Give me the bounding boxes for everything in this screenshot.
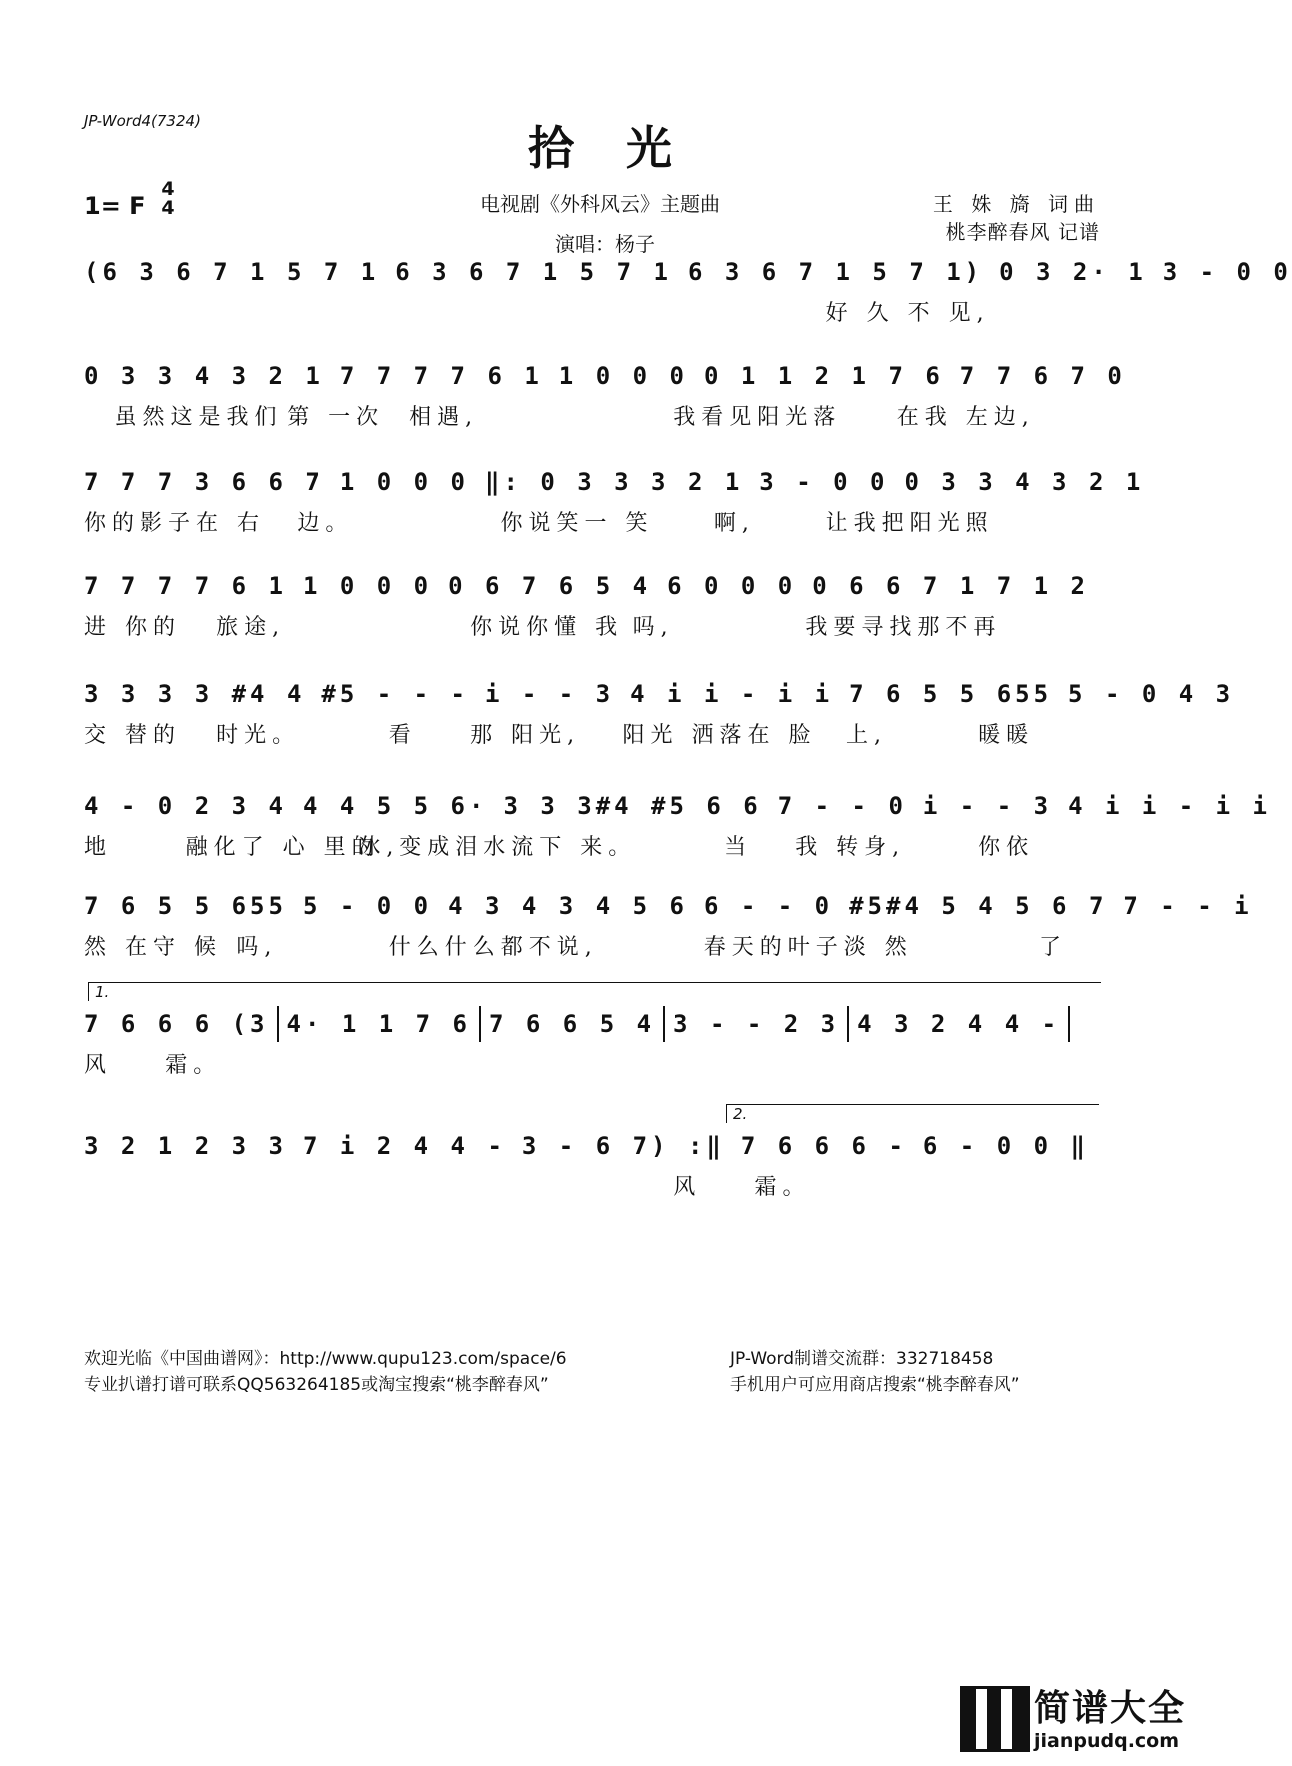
notes-line: [84, 356, 1126, 396]
lyrics-line: [84, 296, 1100, 332]
lyric-text: 你说你懂 我: [470, 615, 624, 640]
measure: (6 3 6 7 1 5 7 1: [84, 258, 380, 286]
measure: 7 6 6 6 (3: [84, 1010, 269, 1038]
measure: 5 - 0 4 3: [1068, 680, 1235, 708]
staff-row: [84, 786, 1272, 886]
lyric-text: 当: [724, 835, 753, 860]
measure: 1 0 0 0: [558, 362, 688, 390]
measure: 7 7 6 7 0: [959, 362, 1126, 390]
lyric-text: 融化了 心 里的: [185, 835, 380, 860]
lyric-text: 在我 左边,: [896, 405, 1035, 430]
footer-left: [84, 1346, 567, 1398]
notes-line: [84, 674, 1235, 714]
measure: 4 3 2 4 4 -: [857, 1010, 1061, 1038]
measure: 0 6 7 6 5 4: [448, 572, 652, 600]
measure: 4 - 0 2 3 4: [84, 792, 287, 820]
lyric-text: 边。: [297, 511, 354, 536]
barline: [1068, 1006, 1070, 1042]
measure: #5 - - -: [321, 680, 469, 708]
lyric-text: 暖暖: [978, 723, 1035, 748]
measure: 7 - - 0: [777, 792, 907, 820]
measure: 6 - - 0: [703, 892, 834, 920]
measure: 5 - 0 0: [302, 892, 433, 920]
lyrics-line: [84, 506, 1100, 542]
notes-line: [84, 566, 1100, 606]
measure: 4 3 4 3 4 5 6: [448, 892, 688, 920]
lyrics-line: [84, 610, 1100, 646]
measure: 3 - 0 0: [759, 468, 889, 496]
measure: 4 i i - i i: [1068, 792, 1272, 820]
lyric-text: 时光。: [216, 723, 301, 748]
lyric-text: 然 在守 候: [84, 935, 222, 960]
lyric-text: 什么什么都不说,: [388, 935, 598, 960]
staff-row: [84, 674, 1235, 774]
measure: 3 3 3 3 #4 4: [84, 680, 306, 708]
first-ending-label: 1.: [95, 983, 110, 1001]
lyric-text: 相遇,: [409, 405, 479, 430]
lyric-text: 那 阳光,: [470, 723, 581, 748]
lyrics-line: [84, 1170, 1100, 1206]
lyric-text: 虽然这是我们: [114, 405, 283, 430]
subtitle: 电视剧《外科风云》主题曲: [480, 192, 720, 216]
measure: 7 7 7 3 6 6 7: [84, 468, 324, 496]
staff-row: [84, 462, 1145, 562]
measure: 7 6 5 5 655: [849, 680, 1053, 708]
notes-line: [84, 1126, 1100, 1166]
lyric-text: 你的影子在 右: [84, 511, 265, 536]
staff-row: [84, 252, 1292, 352]
lyrics-line: [84, 830, 1100, 866]
staff-row: [84, 886, 1253, 986]
first-ending: [88, 982, 1101, 1001]
logo-name: 简谱大全: [1034, 1688, 1187, 1729]
lyric-text: 让我把阳光照: [825, 511, 994, 536]
measure: 7 6 5 5 655: [84, 892, 287, 920]
measure: 3 2 1 2 3 3: [84, 1132, 287, 1160]
lyric-text: 了: [1039, 935, 1068, 960]
measure: 7 6 6 5 4: [489, 1010, 656, 1038]
measure: 4· 1 1 7 6: [286, 1010, 471, 1038]
measure: 7 6 6 6 -: [740, 1132, 907, 1160]
lyric-text: 看: [388, 723, 417, 748]
measure: 1 0 0 0: [302, 572, 433, 600]
measure: 6 - 0 0 ‖: [922, 1132, 1089, 1160]
site-logo: [960, 1680, 1187, 1760]
transcriber-credit: 桃李醉春风 记谱: [945, 220, 1100, 244]
staff-row: [84, 1004, 1100, 1104]
lyric-text: 我要寻找那不再: [805, 615, 1002, 640]
lyric-text: 上,: [846, 723, 887, 748]
barline: [479, 1006, 481, 1042]
lyric-text: 进 你的: [84, 615, 181, 640]
lyric-text: 霜。: [754, 1175, 811, 1200]
measure: 0 3 2· 1: [999, 258, 1147, 286]
lyric-text: 我 转身,: [795, 835, 906, 860]
lyric-text: 好 久 不 见,: [825, 301, 990, 326]
measure: 0 3 3 4 3 2 1: [84, 362, 324, 390]
lyric-text: 你说笑一 笑: [500, 511, 654, 536]
logo-url: jianpudq.com: [1034, 1730, 1180, 1752]
lyric-text: 阳光 洒落在 脸: [622, 723, 817, 748]
measure: #5#4 5 4 5 6 7: [849, 892, 1108, 920]
key-signature: 1= F: [84, 192, 146, 220]
lyric-text: 我看见阳光落: [673, 405, 842, 430]
measure: 7 - - i: [1123, 892, 1253, 920]
staff-row: [84, 1126, 1100, 1226]
footer-right: [730, 1346, 1020, 1398]
measure: 6 3 6 7 1 5 7 1: [395, 258, 672, 286]
lyric-text: 吗,: [632, 615, 674, 640]
song-title: 拾光: [528, 121, 724, 175]
notes-line: [84, 1004, 1100, 1044]
barline: [277, 1006, 279, 1042]
second-ending-label: 2.: [733, 1105, 748, 1123]
lyric-text: 交 替的: [84, 723, 181, 748]
measure: 6 3 6 7 1 5 7 1): [687, 258, 984, 286]
footer-group-line: JP-Word制谱交流群：332718458: [730, 1349, 994, 1369]
lyric-text: 第 一次: [287, 405, 385, 430]
measure: 7 i 2 4 4 -: [302, 1132, 506, 1160]
measure: 3 - 6 7) :‖: [521, 1132, 725, 1160]
lyric-text: 冰,变成泪水流下 来。: [358, 835, 637, 860]
measure: 1 0 0 0: [339, 468, 469, 496]
measure: 7 7 7 7 6 1: [84, 572, 287, 600]
time-signature-bottom: 4: [161, 197, 175, 219]
lyric-text: 风: [673, 1175, 702, 1200]
lyric-text: 你依: [978, 835, 1035, 860]
staff-row: [84, 566, 1100, 666]
lyric-text: 吗,: [236, 935, 278, 960]
footer-website-line: 欢迎光临《中国曲谱网》：http://www.qupu123.com/space/6: [84, 1349, 567, 1369]
footer-app-line: 手机用户可应用商店搜索“桃李醉春风”: [730, 1375, 1020, 1395]
composer-credit: 王 姝 旖 词曲: [932, 192, 1100, 216]
piano-keys-icon: [960, 1686, 1030, 1752]
measure: 0 6 6 7 1 7 1 2: [812, 572, 1089, 600]
measure: 3 - - 2 3: [673, 1010, 840, 1038]
notes-line: [84, 886, 1253, 926]
barline: [847, 1006, 849, 1042]
lyrics-line: [84, 1048, 1100, 1084]
measure: 0 1 1 2 1 7 6: [703, 362, 944, 390]
footer-contact-line: 专业扒谱打谱可联系QQ563264185或淘宝搜索“桃李醉春风”: [84, 1375, 549, 1395]
measure: 3 3 3#4 #5 6 6: [503, 792, 762, 820]
notes-line: [84, 462, 1145, 502]
notes-line: [84, 786, 1272, 826]
measure: i - - 3: [922, 792, 1053, 820]
lyric-text: 啊,: [713, 511, 755, 536]
measure: 0 3 3 4 3 2 1: [904, 468, 1145, 496]
lyric-text: 旅途,: [216, 615, 286, 640]
lyrics-line: [84, 718, 1100, 754]
measure: 6 0 0 0: [667, 572, 797, 600]
lyric-text: 地: [84, 835, 113, 860]
measure: 4 4 5 5 6·: [302, 792, 488, 820]
second-ending: [726, 1104, 1099, 1123]
software-version: JP-Word4(7324): [84, 112, 201, 130]
lyrics-line: [84, 930, 1100, 966]
staff-row: [84, 356, 1126, 456]
measure: ‖: 0 3 3 3 2 1: [485, 468, 744, 496]
lyric-text: 春天的叶子淡 然: [703, 935, 913, 960]
notes-line: [84, 252, 1292, 292]
time-signature-top: 4: [161, 178, 175, 200]
lyric-text: 风: [84, 1053, 113, 1078]
measure: 7 7 7 7 6 1: [339, 362, 543, 390]
barline: [663, 1006, 665, 1042]
singer: 演唱：杨子: [555, 232, 655, 256]
measure: 3 - 0 0: [1162, 258, 1292, 286]
measure: 4 i i - i i: [630, 680, 834, 708]
measure: i - - 3: [484, 680, 615, 708]
lyrics-line: [84, 400, 1100, 436]
lyric-text: 霜。: [165, 1053, 222, 1078]
